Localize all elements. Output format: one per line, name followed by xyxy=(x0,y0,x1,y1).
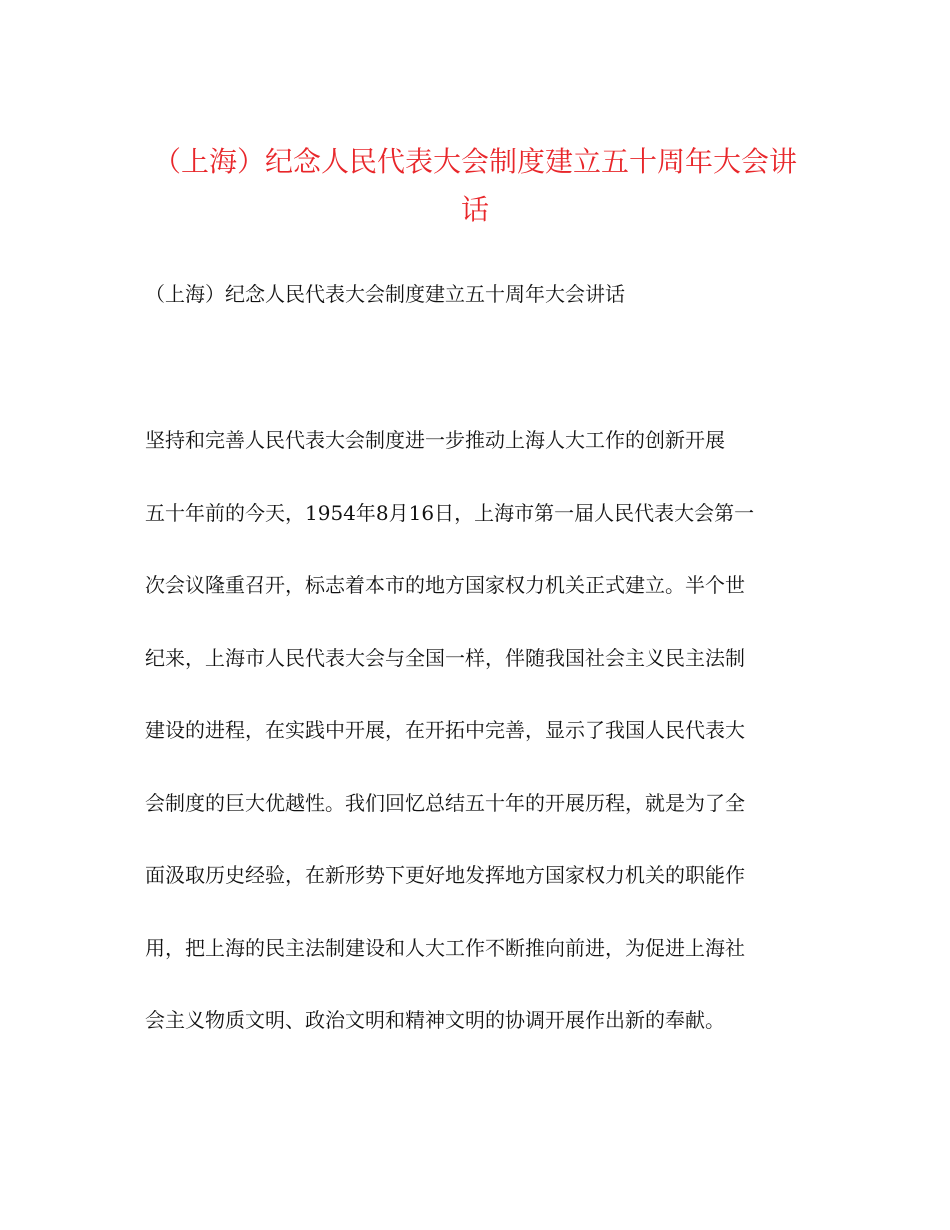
document-body xyxy=(145,420,825,1073)
document-title: （上海）纪念人民代表大会制度建立五十周年大会讲话 xyxy=(152,145,797,226)
body-line: 纪来，上海市人民代表大会与全国一样，伴随我国社会主义民主法制 xyxy=(145,645,745,670)
body-line: 用，把上海的民主法制建设和人大工作不断推向前进，为促进上海社 xyxy=(145,935,745,960)
body-line: 五十年前的今天，1954年8月16日，上海市第一届人民代表大会第一 xyxy=(145,500,755,525)
document-subtitle: （上海）纪念人民代表大会制度建立五十周年大会讲话 xyxy=(145,282,625,306)
body-line: 会制度的巨大优越性。我们回忆总结五十年的开展历程，就是为了全 xyxy=(145,790,745,815)
body-line: 会主义物质文明、政治文明和精神文明的协调开展作出新的奉献。 xyxy=(145,1008,725,1032)
body-line: 坚持和完善人民代表大会制度进一步推动上海人大工作的创新开展 xyxy=(145,428,725,452)
body-line: 次会议隆重召开，标志着本市的地方国家权力机关正式建立。半个世 xyxy=(145,573,745,597)
body-line: 面汲取历史经验，在新形势下更好地发挥地方国家权力机关的职能作 xyxy=(145,863,745,887)
body-line: 建设的进程，在实践中开展，在开拓中完善，显示了我国人民代表大 xyxy=(145,718,745,742)
